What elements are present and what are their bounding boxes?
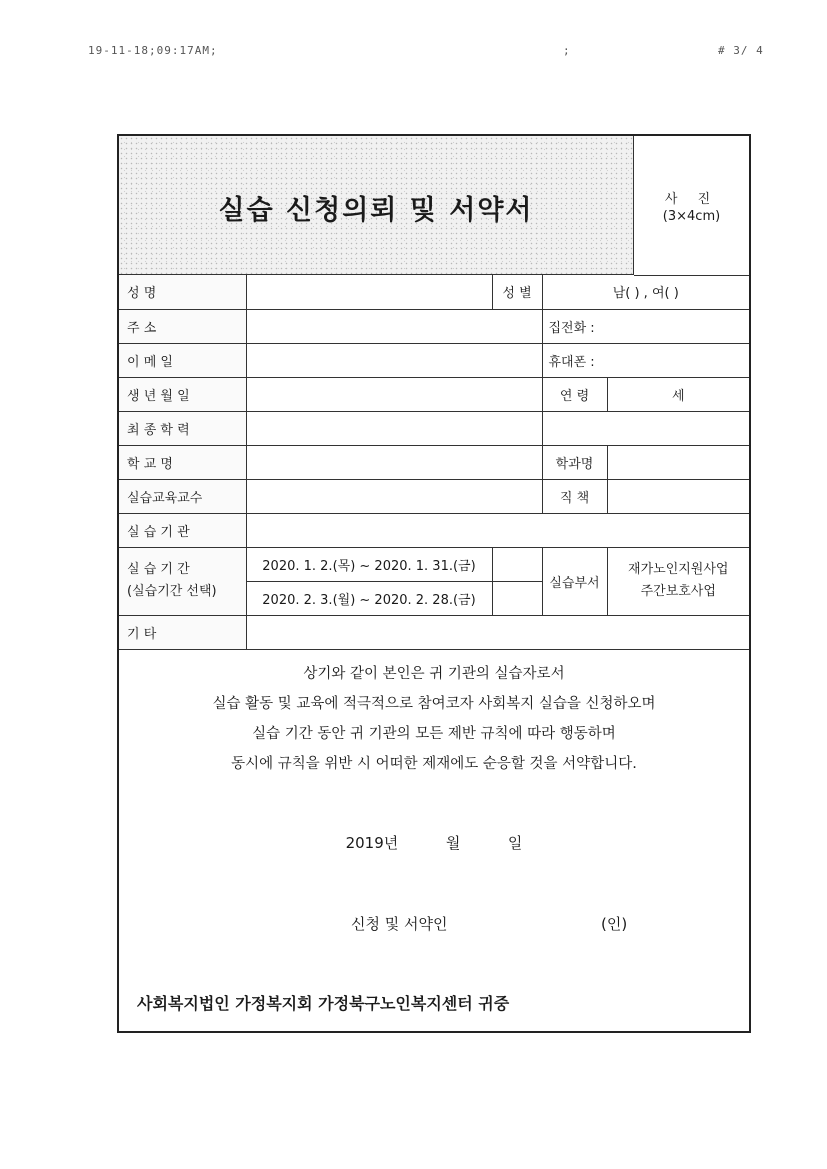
pledge-line: 실습 기간 동안 귀 기관의 모든 제반 규칙에 따라 행동하며 [252, 726, 616, 742]
school-field[interactable] [246, 445, 542, 479]
email-field[interactable] [246, 343, 542, 377]
period-option-1-check[interactable] [492, 547, 542, 581]
date-month: 월 [445, 834, 461, 852]
date-year: 2019년 [345, 834, 399, 852]
applicant-info-table [119, 275, 749, 650]
education-extra-field[interactable] [542, 411, 749, 445]
gender-label: 성 별 [492, 275, 542, 309]
school-label: 학 교 명 [119, 445, 246, 479]
major-field[interactable] [607, 445, 749, 479]
other-field[interactable] [246, 615, 749, 649]
name-field[interactable] [246, 275, 492, 309]
professor-label: 실습교육교수 [119, 479, 246, 513]
institution-field[interactable] [246, 513, 749, 547]
major-label: 학과명 [542, 445, 607, 479]
birth-label: 생 년 월 일 [119, 377, 246, 411]
pledge-line: 실습 활동 및 교육에 적극적으로 참여코자 사회복지 실습을 신청하오며 [212, 696, 656, 712]
photo-label: 사 진 [664, 192, 719, 207]
title-box [119, 136, 634, 275]
fax-page-number: # 3/ 4 [718, 44, 764, 57]
department-label: 실습부서 [542, 547, 607, 615]
department-options[interactable] [607, 547, 749, 615]
fax-separator: ; [563, 44, 571, 57]
other-label: 기 타 [119, 615, 246, 649]
gender-options[interactable]: 남( ) , 여( ) [542, 275, 749, 309]
document-title: 실습 신청의뢰 및 서약서 [218, 195, 534, 226]
pledge-line: 동시에 규칙을 위반 시 어떠한 제재에도 순응할 것을 서약합니다. [231, 756, 637, 772]
date-day: 일 [507, 834, 523, 852]
age-field[interactable]: 세 [607, 377, 749, 411]
signature-date[interactable] [119, 832, 749, 853]
period-option-2: 2020. 2. 3.(월) ~ 2020. 2. 28.(금) [246, 581, 492, 615]
birth-field[interactable] [246, 377, 542, 411]
professor-field[interactable] [246, 479, 542, 513]
institution-label: 실 습 기 관 [119, 513, 246, 547]
pledge-text [119, 659, 749, 779]
signer-label: 신청 및 서약인 [351, 915, 448, 933]
email-label: 이 메 일 [119, 343, 246, 377]
department-option-2[interactable]: 주간보호사업 [640, 584, 716, 599]
mobile-field[interactable]: 휴대폰 : [542, 343, 749, 377]
application-form [117, 134, 751, 1033]
addressee: 사회복지법인 가정복지회 가정북구노인복지센터 귀중 [137, 994, 510, 1013]
department-option-1[interactable]: 재가노인지원사업 [628, 562, 729, 577]
seal-mark[interactable]: (인) [601, 915, 628, 933]
education-field[interactable] [246, 411, 542, 445]
education-label: 최 종 학 력 [119, 411, 246, 445]
period-label [119, 547, 246, 615]
position-label: 직 책 [542, 479, 607, 513]
pledge-line: 상기와 같이 본인은 귀 기관의 실습자로서 [303, 666, 565, 682]
position-field[interactable] [607, 479, 749, 513]
period-label-line1: 실 습 기 간 [127, 562, 190, 577]
period-label-line2: (실습기간 선택) [127, 584, 217, 599]
period-option-1: 2020. 1. 2.(목) ~ 2020. 1. 31.(금) [246, 547, 492, 581]
photo-size: (3×4cm) [662, 209, 721, 224]
address-label: 주 소 [119, 309, 246, 343]
name-label: 성 명 [119, 275, 246, 309]
period-option-2-check[interactable] [492, 581, 542, 615]
photo-box[interactable] [634, 136, 749, 276]
fax-timestamp: 19-11-18;09:17AM; [88, 44, 218, 57]
age-label: 연 령 [542, 377, 607, 411]
address-field[interactable] [246, 309, 542, 343]
home-phone-field[interactable]: 집전화 : [542, 309, 749, 343]
